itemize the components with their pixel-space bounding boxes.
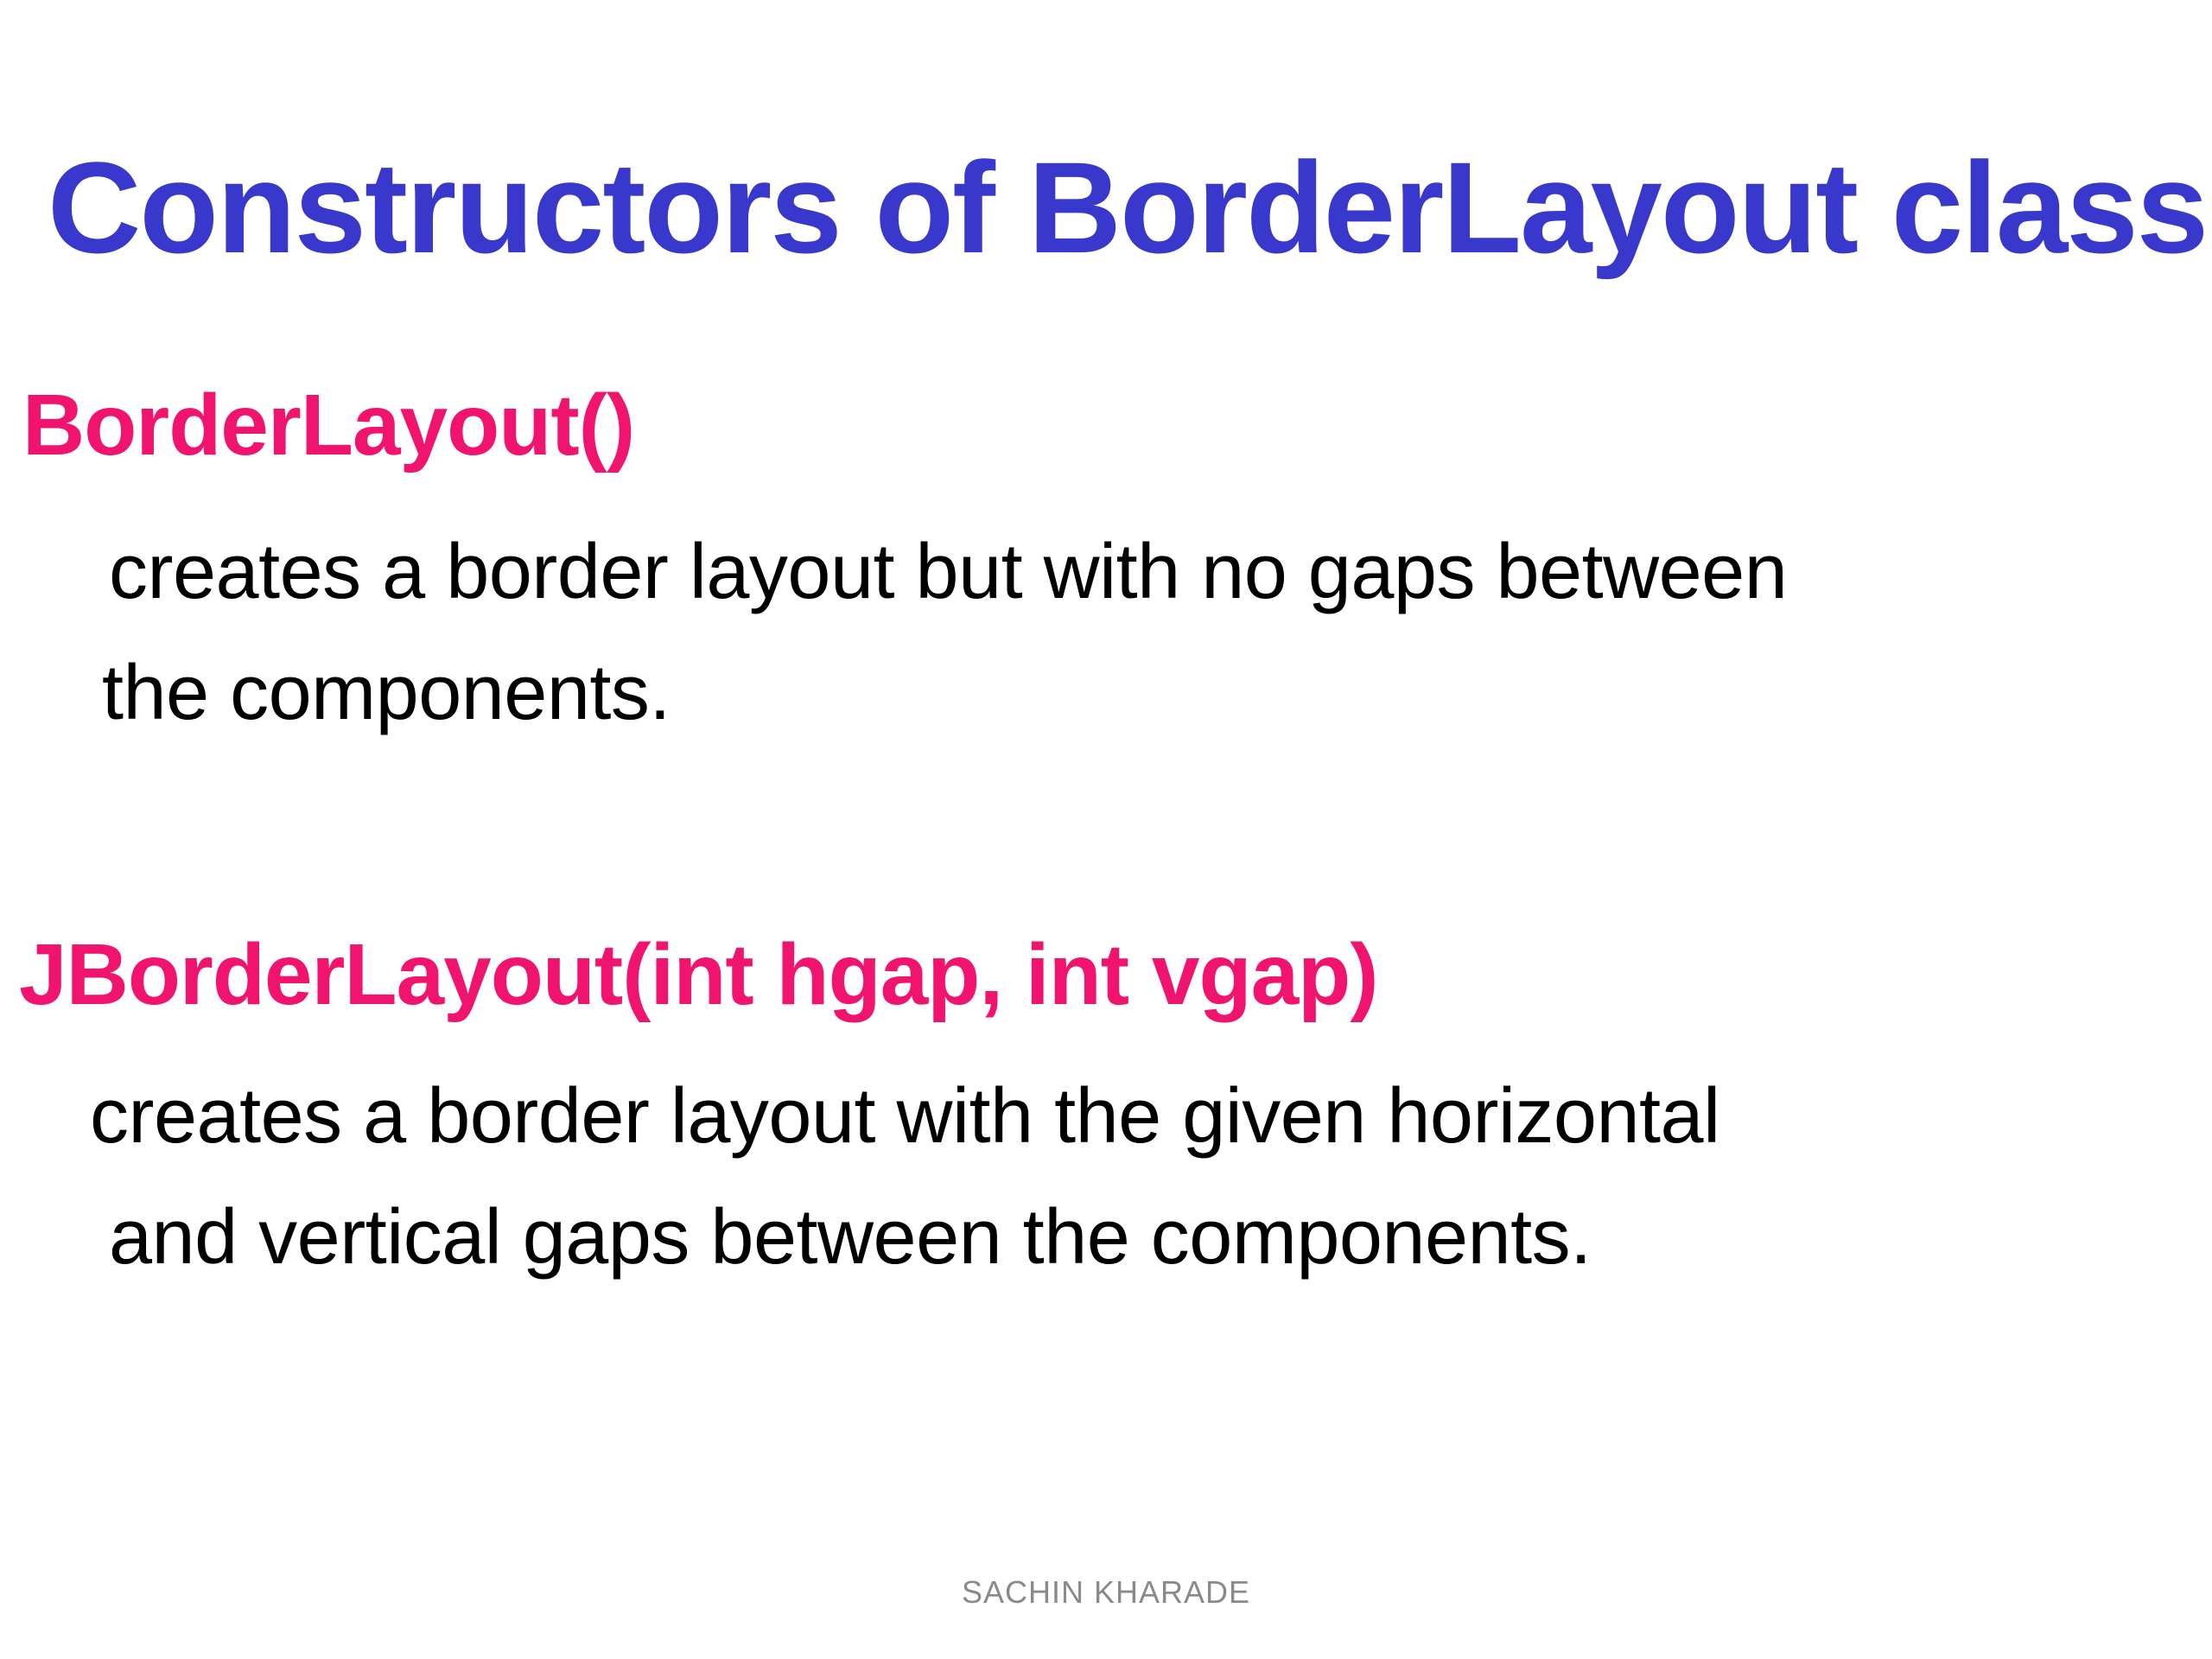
constructor-description-default bbox=[102, 512, 1788, 753]
constructor-description-gaps bbox=[90, 1056, 1720, 1298]
description-line: and vertical gaps between the components. bbox=[109, 1194, 1592, 1281]
slide-title: Constructors of BorderLayout class bbox=[48, 135, 2208, 280]
footer-author: SACHIN KHARADE bbox=[961, 1574, 1251, 1610]
constructor-signature-default: BorderLayout() bbox=[22, 377, 635, 474]
description-line: the components. bbox=[102, 650, 671, 736]
description-line: creates a border layout with the given horizontal bbox=[90, 1073, 1720, 1160]
description-line: creates a border layout but with no gaps between bbox=[109, 529, 1788, 615]
constructor-signature-gaps: JBorderLayout(int hgap, int vgap) bbox=[19, 926, 1378, 1023]
